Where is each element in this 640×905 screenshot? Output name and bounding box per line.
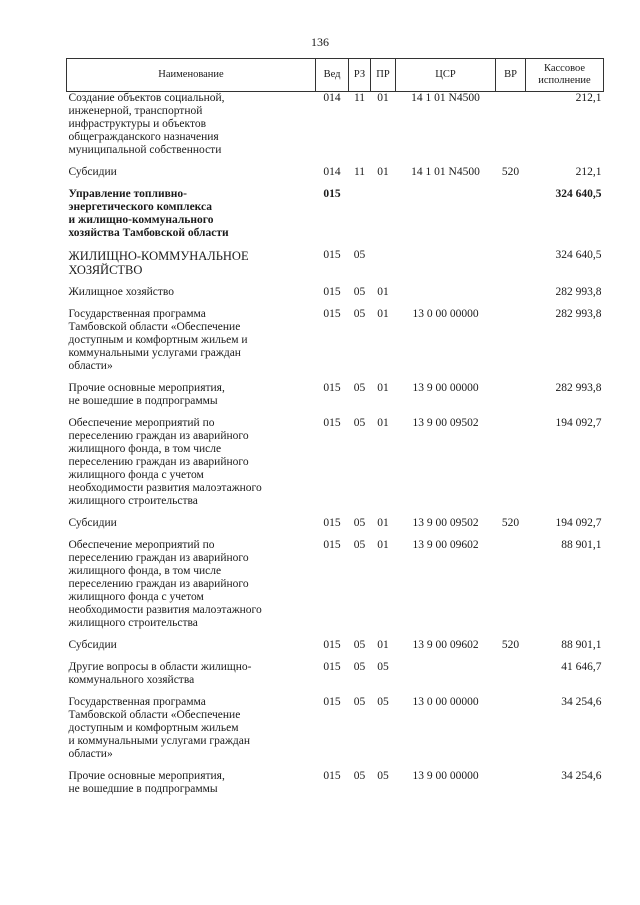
table-row bbox=[67, 308, 604, 382]
cell-rz: 05 bbox=[353, 308, 366, 320]
cell-csr: 13 9 00 09502 bbox=[412, 517, 479, 529]
cell-vr bbox=[496, 308, 526, 382]
cell-csr: 13 9 00 09602 bbox=[412, 539, 479, 551]
cell-ved: 015 bbox=[323, 308, 341, 320]
cell-vr bbox=[496, 249, 526, 286]
cell-amount: 34 254,6 bbox=[561, 770, 602, 782]
cell-csr: 14 1 01 N4500 bbox=[411, 166, 480, 178]
cell-name: Прочие основные мероприятия, не вошедшие в подпрограммы bbox=[68, 770, 225, 795]
cell-ved: 015 bbox=[323, 517, 341, 529]
cell-csr bbox=[396, 249, 496, 286]
cell-rz: 05 bbox=[353, 770, 366, 782]
cell-pr: 05 bbox=[377, 696, 389, 708]
cell-csr: 13 0 00 00000 bbox=[412, 308, 479, 320]
header-ved: Вед bbox=[316, 59, 349, 92]
cell-pr bbox=[371, 249, 396, 286]
cell-amount: 282 993,8 bbox=[555, 308, 602, 320]
cell-vr bbox=[496, 286, 526, 308]
cell-csr: 14 1 01 N4500 bbox=[411, 92, 480, 104]
cell-rz: 05 bbox=[353, 517, 366, 529]
cell-amount: 282 993,8 bbox=[555, 286, 602, 298]
header-csr: ЦСР bbox=[396, 59, 496, 92]
cell-rz: 11 bbox=[353, 92, 366, 104]
header-amount: Кассовое исполнение bbox=[526, 59, 604, 92]
cell-vr bbox=[496, 417, 526, 517]
cell-csr bbox=[396, 661, 496, 696]
cell-vr bbox=[496, 770, 526, 805]
cell-rz: 05 bbox=[353, 696, 366, 708]
cell-rz: 05 bbox=[353, 661, 366, 673]
header-pr: ПР bbox=[371, 59, 396, 92]
cell-pr: 01 bbox=[377, 166, 389, 178]
cell-name: Жилищное хозяйство bbox=[68, 286, 175, 298]
cell-pr: 01 bbox=[377, 417, 389, 429]
cell-csr bbox=[396, 286, 496, 308]
cell-csr: 13 9 00 00000 bbox=[412, 382, 479, 394]
cell-ved: 015 bbox=[323, 661, 341, 673]
cell-name: Субсидии bbox=[68, 517, 117, 529]
cell-ved: 015 bbox=[323, 696, 341, 708]
cell-pr: 01 bbox=[377, 539, 389, 551]
cell-amount: 194 092,7 bbox=[555, 517, 602, 529]
cell-amount: 282 993,8 bbox=[555, 382, 602, 394]
cell-rz: 11 bbox=[353, 166, 366, 178]
table-row bbox=[67, 249, 604, 286]
cell-ved: 015 bbox=[323, 286, 341, 298]
cell-rz: 05 bbox=[353, 286, 366, 298]
cell-csr: 13 9 00 09602 bbox=[412, 639, 479, 651]
cell-vr bbox=[496, 661, 526, 696]
cell-ved: 015 bbox=[323, 539, 341, 551]
table-row bbox=[67, 696, 604, 770]
cell-pr: 05 bbox=[377, 661, 389, 673]
cell-amount: 34 254,6 bbox=[561, 696, 602, 708]
table-row bbox=[67, 539, 604, 639]
cell-amount: 212,1 bbox=[575, 92, 602, 104]
cell-vr bbox=[496, 188, 526, 249]
cell-vr: 520 bbox=[501, 517, 520, 529]
cell-pr bbox=[371, 188, 396, 249]
cell-name: Другие вопросы в области жилищно- коммунального хозяйства bbox=[68, 661, 252, 686]
budget-table bbox=[66, 58, 604, 805]
cell-amount: 324 640,5 bbox=[555, 249, 602, 261]
header-name: Наименование bbox=[67, 59, 316, 92]
cell-pr: 01 bbox=[377, 286, 389, 298]
table-header-row bbox=[67, 59, 604, 92]
cell-name: Государственная программа Тамбовской области «Обеспечение доступным и комфортным жильем и коммунальными услугами граждан области» bbox=[68, 696, 250, 760]
cell-csr bbox=[396, 188, 496, 249]
cell-name: Субсидии bbox=[68, 639, 117, 651]
cell-pr: 01 bbox=[377, 517, 389, 529]
cell-csr: 13 9 00 00000 bbox=[412, 770, 479, 782]
cell-name: Государственная программа Тамбовской области «Обеспечение доступным и комфортным жильем и коммунальными услугами граждан области» bbox=[68, 308, 248, 372]
cell-amount: 194 092,7 bbox=[555, 417, 602, 429]
cell-name: Субсидии bbox=[68, 166, 117, 178]
cell-ved: 015 bbox=[323, 249, 341, 261]
table-row bbox=[67, 166, 604, 188]
cell-ved: 015 bbox=[323, 770, 341, 782]
cell-rz: 05 bbox=[353, 417, 366, 429]
cell-pr: 01 bbox=[377, 92, 389, 104]
table-row bbox=[67, 382, 604, 417]
page-number: 136 bbox=[311, 35, 329, 49]
table-row bbox=[67, 92, 604, 167]
cell-name: ЖИЛИЩНО-КОММУНАЛЬНОЕ ХОЗЯЙСТВО bbox=[68, 249, 249, 277]
table-body bbox=[67, 92, 604, 806]
header-rz: РЗ bbox=[349, 59, 371, 92]
cell-pr: 01 bbox=[377, 639, 389, 651]
cell-ved: 015 bbox=[323, 417, 341, 429]
table-row bbox=[67, 770, 604, 805]
cell-ved: 015 bbox=[323, 382, 341, 394]
table-row bbox=[67, 639, 604, 661]
cell-csr: 13 9 00 09502 bbox=[412, 417, 479, 429]
cell-ved: 015 bbox=[323, 188, 341, 200]
table-row bbox=[67, 188, 604, 249]
cell-vr: 520 bbox=[501, 639, 520, 651]
cell-ved: 015 bbox=[323, 639, 341, 651]
cell-amount: 88 901,1 bbox=[561, 639, 602, 651]
cell-name: Управление топливно- энергетического комплекса и жилищно-коммунального хозяйства Тамбовской области bbox=[68, 188, 229, 239]
cell-vr: 520 bbox=[501, 166, 520, 178]
cell-amount: 212,1 bbox=[575, 166, 602, 178]
cell-vr bbox=[496, 92, 526, 167]
table-row bbox=[67, 661, 604, 696]
cell-rz bbox=[349, 188, 371, 249]
cell-amount: 324 640,5 bbox=[555, 188, 602, 200]
cell-ved: 014 bbox=[323, 92, 341, 104]
table-row bbox=[67, 417, 604, 517]
cell-rz: 05 bbox=[353, 382, 366, 394]
cell-rz: 05 bbox=[353, 249, 366, 261]
cell-pr: 01 bbox=[377, 308, 389, 320]
cell-pr: 05 bbox=[377, 770, 389, 782]
table-row bbox=[67, 286, 604, 308]
cell-name: Создание объектов социальной, инженерной, транспортной инфраструктуры и объектов общегражданского назначения муниципальной собственности bbox=[68, 92, 225, 156]
cell-name: Обеспечение мероприятий по переселению граждан из аварийного жилищного фонда, в том числе переселению граждан из аварийного жилищного фонда с учетом необходимости развития малоэтажного жилищного строительства bbox=[68, 539, 262, 629]
cell-amount: 41 646,7 bbox=[561, 661, 602, 673]
header-vr: ВР bbox=[496, 59, 526, 92]
cell-ved: 014 bbox=[323, 166, 341, 178]
cell-amount: 88 901,1 bbox=[561, 539, 602, 551]
cell-vr bbox=[496, 696, 526, 770]
cell-name: Обеспечение мероприятий по переселению граждан из аварийного жилищного фонда, в том числе переселению граждан из аварийного жилищного фонда с учетом необходимости развития малоэтажного жилищного строительства bbox=[68, 417, 262, 507]
cell-name: Прочие основные мероприятия, не вошедшие в подпрограммы bbox=[68, 382, 225, 407]
cell-vr bbox=[496, 382, 526, 417]
cell-rz: 05 bbox=[353, 539, 366, 551]
cell-csr: 13 0 00 00000 bbox=[412, 696, 479, 708]
cell-pr: 01 bbox=[377, 382, 389, 394]
table-row bbox=[67, 517, 604, 539]
cell-rz: 05 bbox=[353, 639, 366, 651]
cell-vr bbox=[496, 539, 526, 639]
